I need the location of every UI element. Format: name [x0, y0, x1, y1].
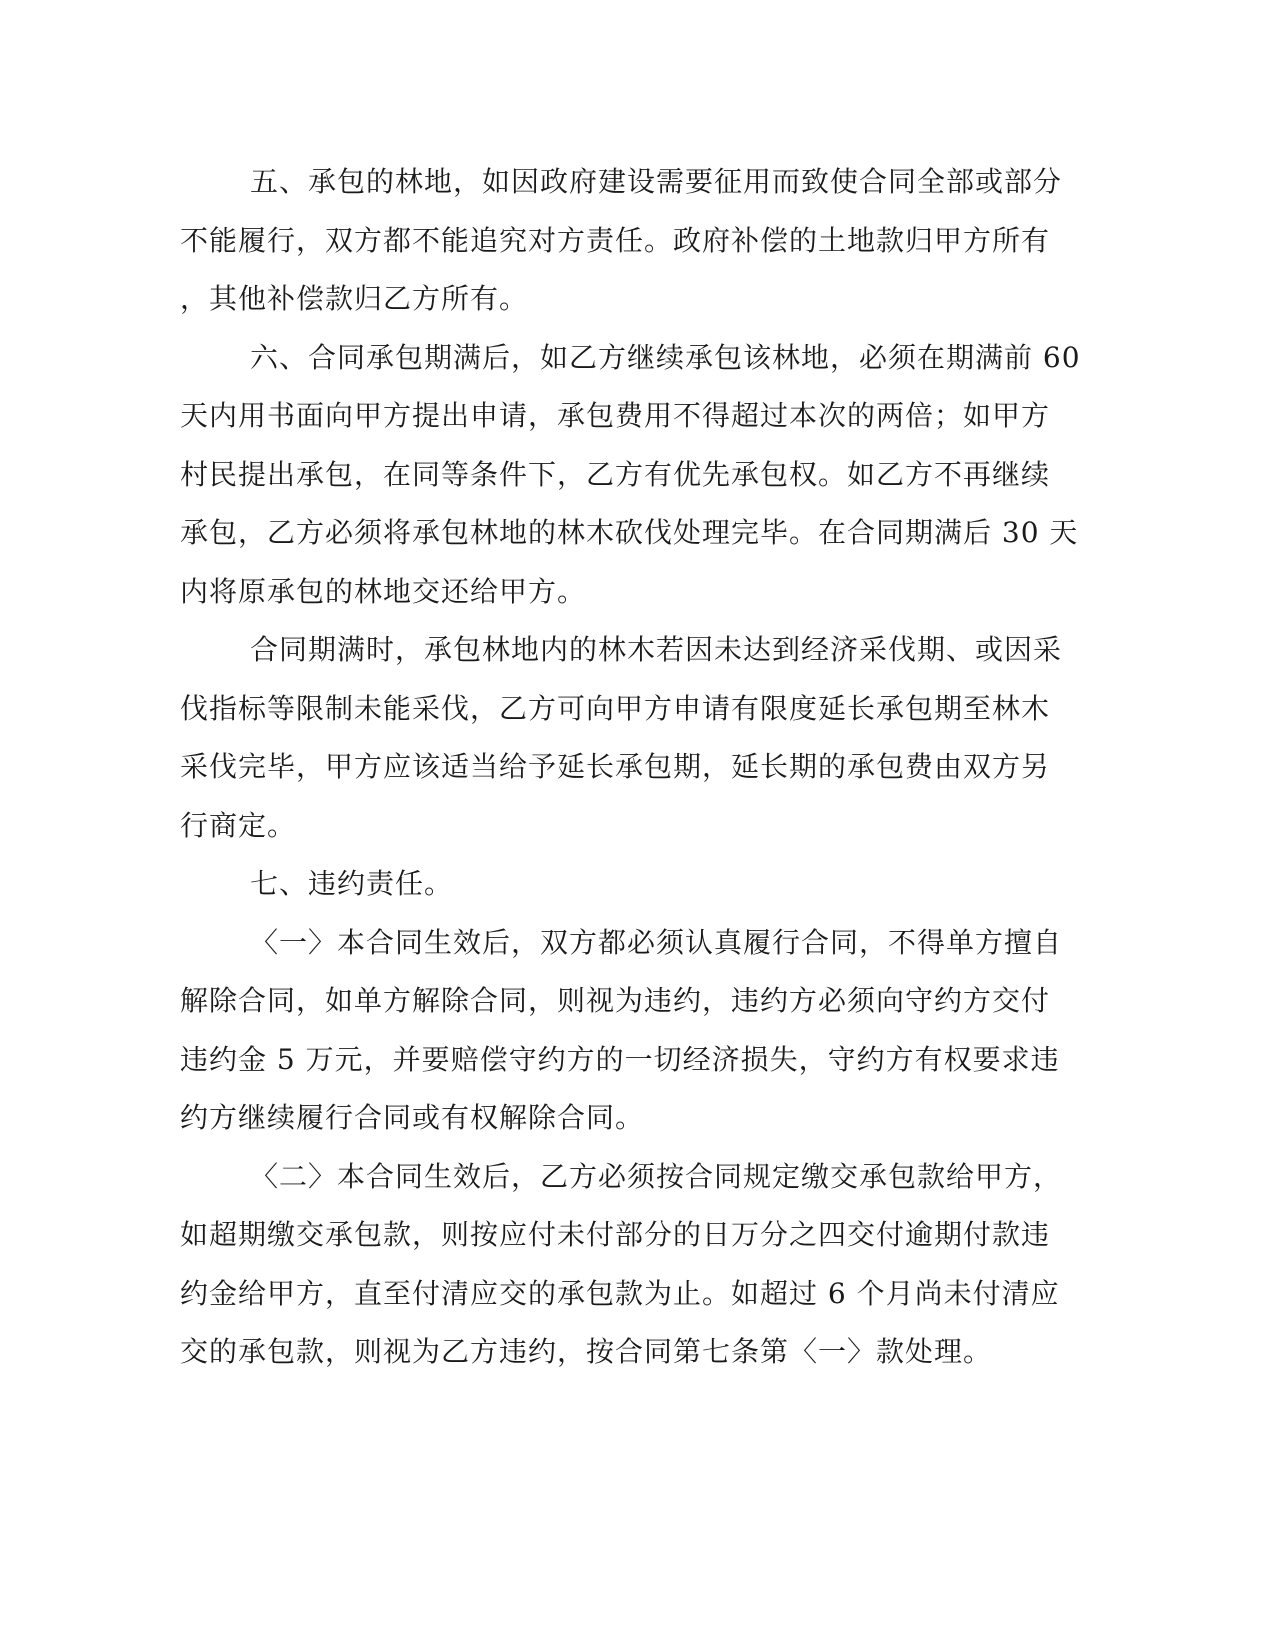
- text-line: ，其他补偿款归乙方所有。: [180, 282, 529, 315]
- text-line: 解除合同，如单方解除合同，则视为违约，违约方必须向守约方交付: [180, 984, 1051, 1017]
- text-line: 五、承包的林地，如因政府建设需要征用而致使合同全部或部分: [250, 165, 1063, 198]
- text-line: 交的承包款，则视为乙方违约，按合同第七条第〈一〉款处理。: [180, 1335, 993, 1368]
- text-line: 违约金 5 万元，并要赔偿守约方的一切经济损失，守约方有权要求违: [180, 1043, 1060, 1076]
- text-line: 天内用书面向甲方提出申请，承包费用不得超过本次的两倍；如甲方: [180, 399, 1051, 432]
- text-line: 内将原承包的林地交还给甲方。: [180, 575, 587, 608]
- text-line: 六、合同承包期满后，如乙方继续承包该林地，必须在期满前 60: [250, 341, 1081, 374]
- text-line: 行商定。: [180, 809, 297, 842]
- text-line: 伐指标等限制未能采伐，乙方可向甲方申请有限度延长承包期至林木: [180, 692, 1051, 725]
- text-line: 约方继续履行合同或有权解除合同。: [180, 1101, 645, 1134]
- text-line: 合同期满时，承包林地内的林木若因未达到经济采伐期、或因采: [250, 633, 1063, 666]
- text-line: 采伐完毕，甲方应该适当给予延长承包期，延长期的承包费由双方另: [180, 750, 1051, 783]
- text-line: 如超期缴交承包款，则按应付未付部分的日万分之四交付逾期付款违: [180, 1218, 1051, 1251]
- text-line: 村民提出承包，在同等条件下，乙方有优先承包权。如乙方不再继续: [180, 458, 1051, 491]
- text-line: 不能履行，双方都不能追究对方责任。政府补偿的土地款归甲方所有: [180, 224, 1051, 257]
- text-line: 七、违约责任。: [250, 867, 454, 900]
- text-line: 〈一〉本合同生效后，双方都必须认真履行合同，不得单方擅自: [250, 926, 1063, 959]
- text-line: 约金给甲方，直至付清应交的承包款为止。如超过 6 个月尚未付清应: [180, 1277, 1060, 1310]
- text-line: 〈二〉本合同生效后，乙方必须按合同规定缴交承包款给甲方，: [250, 1160, 1063, 1193]
- text-line: 承包，乙方必须将承包林地的林木砍伐处理完毕。在合同期满后 30 天: [180, 516, 1079, 549]
